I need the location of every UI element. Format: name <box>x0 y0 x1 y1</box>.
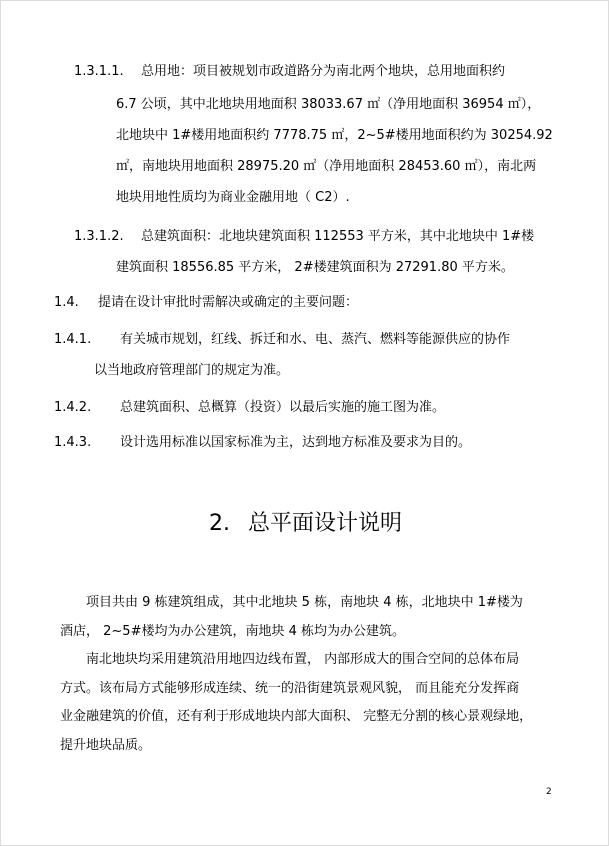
section-1-3-1-2-line: 总建筑面积：北地块建筑面积 112553 平方米，其中北地块中 1#楼 <box>141 229 535 244</box>
section-1-4-2-number: 1.4.2. <box>54 400 92 415</box>
chapter-heading <box>1 509 609 539</box>
section-1-3-1-1-line: 北地块中 1#楼用地面积约 7778.75 ㎡，2~5#楼用地面积约为 30254.92 <box>116 128 553 143</box>
section-1-4-3-text: 设计选用标准以国家标准为主，达到地方标准及要求为目的。 <box>120 435 472 450</box>
section-1-4-1-line: 以当地政府管理部门的规定为准。 <box>94 363 290 378</box>
section-1-4-1-line: 有关城市规划，红线、拆迁和水、电、蒸汽、燃料等能源供应的协作 <box>120 332 511 347</box>
section-1-3-1-1-number: 1.3.1.1. <box>74 64 124 79</box>
paragraph-1-line: 项目共由 9 栋建筑组成，其中北地块 5 栋，南地块 4 栋，北地块中 1#楼为 <box>86 595 523 610</box>
paragraph-2-line: 提升地块品质。 <box>60 738 152 753</box>
section-1-3-1-2-number: 1.3.1.2. <box>74 229 124 244</box>
paragraph-2-line: 业金融建筑的价值，还有利于形成地块内部大面积、 完整无分割的核心景观绿地， <box>60 709 533 724</box>
section-1-4-2-text: 总建筑面积、总概算（投资）以最后实施的施工图为准。 <box>120 400 446 415</box>
paragraph-2-line: 南北地块均采用建筑沿用地四边线布置， 内部形成大的围合空间的总体布局 <box>86 652 520 667</box>
section-1-3-1-1-line: 6.7 公顷，其中北地块用地面积 38033.67 ㎡（净用地面积 36954 ㎡）， <box>116 97 541 112</box>
section-1-3-1-2-line: 建筑面积 18556.85 平方米， 2#楼建筑面积为 27291.80 平方米。 <box>116 260 514 275</box>
section-1-3-1-1-line: ㎡，南地块用地面积 28975.20 ㎡（净用地面积 28453.60 ㎡），南北两 <box>116 159 537 174</box>
section-1-3-1-1-line: 总用地：项目被规划市政道路分为南北两个地块，总用地面积约 <box>141 64 506 79</box>
section-1-3-1-1-line: 地块用地性质均为商业金融用地（ C2）. <box>116 190 350 205</box>
section-1-4-1-number: 1.4.1. <box>54 332 92 347</box>
section-1-4-text: 提请在设计审批时需解决或确定的主要问题： <box>98 295 359 310</box>
paragraph-2-line: 方式。该布局方式能够形成连续、统一的沿街建筑景观风貌， 而且能充分发挥商 <box>60 681 520 696</box>
paragraph-1-line: 酒店， 2~5#楼均为办公建筑，南地块 4 栋均为办公建筑。 <box>60 624 405 639</box>
section-1-4-number: 1.4. <box>54 295 79 310</box>
page-number: 2 <box>546 787 552 797</box>
chapter-title: 总平面设计说明 <box>247 511 402 536</box>
section-1-4-3-number: 1.4.3. <box>54 435 92 450</box>
chapter-number: 2. <box>208 511 230 536</box>
